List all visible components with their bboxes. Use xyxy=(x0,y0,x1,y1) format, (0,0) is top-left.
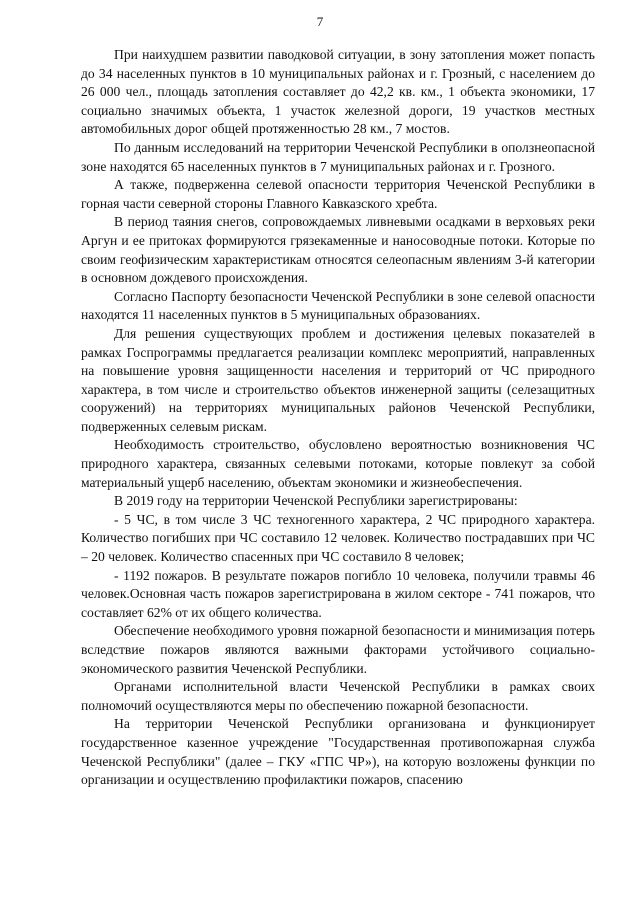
paragraph-authority-measures: Органами исполнительной власти Чеченской Республики в рамках своих полномочий осуществляются меры по обеспечению пожарной безопасности. xyxy=(81,679,595,713)
paragraph-mudflow-territory: А также, подверженна селевой опасности территория Чеченской Республики в горная части северной стороны Главного Кавказского хребта. xyxy=(81,177,595,211)
list-item-emergencies: - 5 ЧС, в том числе 3 ЧС техногенного характера, 2 ЧС природного характера. Количество погибших при ЧС составило 12 человек. Количество пострадавших при ЧС – 20 человек. Количество спасенных при ЧС составило 8 человек; xyxy=(81,511,595,565)
paragraph-snowmelt-flows: В период таяния снегов, сопровождаемых ливневыми осадками в верховьях реки Аргун и ее притоках формируются грязекаменные и наносоводные потоки. Которые по своим геофизическим характеристикам относятся селеопасным явлениям 3-й категории в основном дождевого происхождения. xyxy=(81,214,595,286)
paragraph-flood-scenario: При наихудшем развитии паводковой ситуации, в зону затопления может попасть до 34 населенных пунктов в 10 муниципальных районах и г. Грозный, с населением до 26 000 чел., площадь затопления составляет до 42,2 кв. км., 1 объекта экономики, 17 социально значимых объекта, 1 участок железной дороги, 19 участков местных автомобильных дорог общей протяженностью 28 км., 7 мостов. xyxy=(81,47,595,137)
page-number: 7 xyxy=(316,14,324,29)
list-item-fires: - 1192 пожаров. В результате пожаров погибло 10 человека, получили травмы 46 человек.Основная часть пожаров зарегистрирована в жилом секторе - 741 пожаров, что составляет 62% от их общего количества. xyxy=(81,567,595,620)
paragraph-landslide-zone: По данным исследований на территории Чеченской Республики в оползнеопасной зоне находятся 65 населенных пунктов в 7 муниципальных районах и г. Грозного. xyxy=(81,139,595,174)
paragraph-safety-passport: Согласно Паспорту безопасности Чеченской Республики в зоне селевой опасности находятся 11 населенных пунктов в 5 муниципальных образованиях. xyxy=(81,288,595,323)
page-body xyxy=(81,46,595,790)
paragraph-program-measures: Для решения существующих проблем и достижения целевых показателей в рамках Госпрограммы предлагается реализации комплекс мероприятий, направленных на повышение уровня защищенности населения и территорий от ЧС природного характера, в том числе и строительство объектов инженерной защиты (селезащитных сооружений) на территориях муниципальных районов Чеченской Республики, подверженных селевым рискам. xyxy=(81,325,595,434)
paragraph-construction-need: Необходимость строительство, обусловлено вероятностью возникновения ЧС природного характера, связанных селевыми потоками, которые повлекут за собой материальный ущерб населению, объектам экономики и жизнеобеспечения. xyxy=(81,437,595,490)
paragraph-fire-safety-factors: Обеспечение необходимого уровня пожарной безопасности и минимизация потерь вследствие пожаров являются важными факторами устойчивого социально-экономического развития Чеченской Республики. xyxy=(81,623,595,676)
paragraph-fire-service: На территории Чеченской Республики организована и функционирует государственное казенное учреждение "Государственная противопожарная служба Чеченской Республики" (далее – ГКУ «ГПС ЧР»), на которую возложены функции по организации и осуществлению профилактики пожаров, спасению xyxy=(81,716,595,788)
paragraph-registered-2019: В 2019 году на территории Чеченской Республики зарегистрированы: xyxy=(114,493,518,509)
